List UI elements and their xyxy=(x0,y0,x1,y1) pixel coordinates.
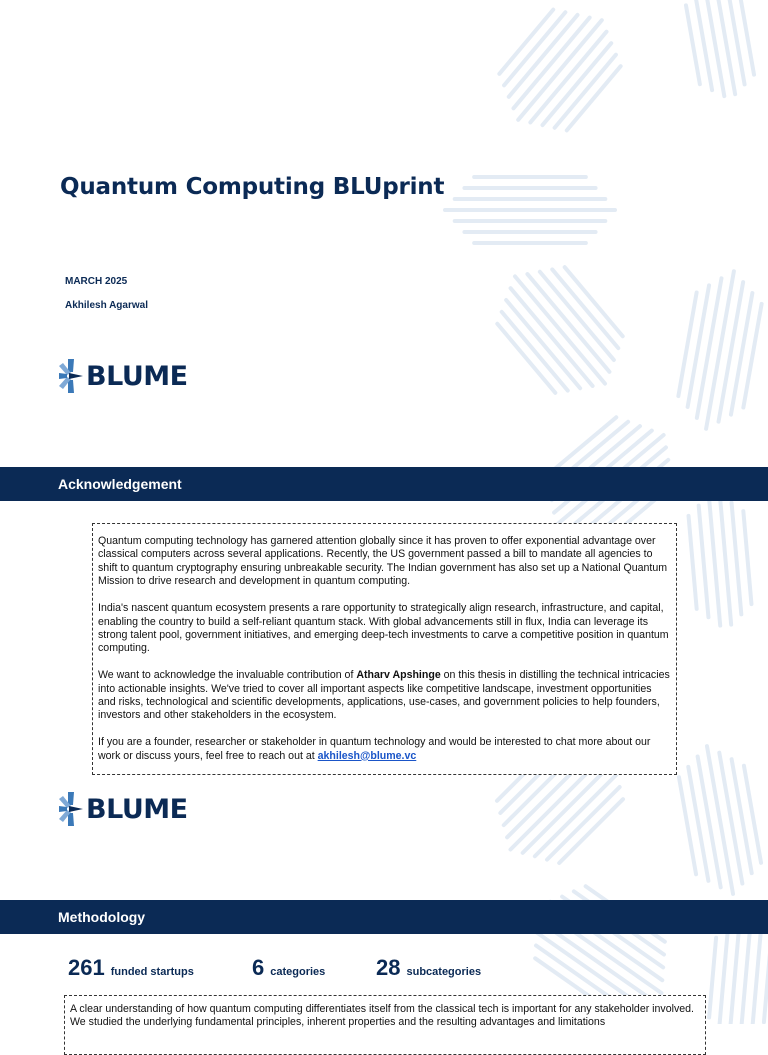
pattern-stripe-cluster xyxy=(708,922,768,1024)
report-date: MARCH 2025 xyxy=(65,276,128,287)
pattern-stripe-cluster xyxy=(683,0,757,100)
stat-categories xyxy=(252,955,325,981)
contributor-name: Atharv Apshinge xyxy=(356,669,441,682)
pattern-stripe-cluster xyxy=(674,265,767,434)
pattern-stripe xyxy=(688,285,709,407)
page-title: Quantum Computing BLUprint xyxy=(60,174,445,200)
pattern-stripe xyxy=(506,300,580,388)
contact-email-link[interactable]: akhilesh@blume.vc xyxy=(317,749,417,762)
pattern-stripe xyxy=(709,938,716,1018)
acknowledgement-paragraph-4 xyxy=(98,736,671,763)
stat-subcategories xyxy=(376,955,481,981)
ack-p4-start: If you are a founder, researcher or stakeholder in quantum technology and would be interested to chat more about our work or discuss yours, feel free to reach out at xyxy=(98,736,651,762)
methodology-text: A clear understanding of how quantum computing differentiates itself from the classical tech is important for any stakeholder involved. We studied the underlying fundamental principles, inherent properties and the resulting advantages and limitations xyxy=(70,1003,694,1029)
stat-value: 6 xyxy=(252,955,265,980)
pattern-stripe xyxy=(719,282,744,422)
stat-label: subcategories xyxy=(406,966,482,978)
pattern-stripe xyxy=(509,15,578,97)
stat-value: 261 xyxy=(68,955,105,980)
pattern-stripe xyxy=(719,753,742,884)
pattern-stripe xyxy=(567,66,621,130)
pattern-stripe xyxy=(689,516,697,609)
pattern-stripe xyxy=(743,511,751,604)
pattern-stripe xyxy=(552,269,618,348)
pattern-stripe xyxy=(707,746,733,894)
pattern-stripe-cluster xyxy=(445,177,615,243)
pattern-stripe xyxy=(540,272,614,360)
pattern-stripe xyxy=(709,495,720,625)
blume-logo-icon xyxy=(58,790,84,828)
stat-value: 28 xyxy=(376,955,401,980)
pattern-stripe xyxy=(542,43,611,125)
pattern-stripe xyxy=(752,934,760,1024)
pattern-stripe xyxy=(499,10,553,74)
pattern-stripe xyxy=(719,931,727,1024)
methodology-heading: Methodology xyxy=(0,900,768,934)
ack-p3-end: on this thesis in distilling the technical intricacies into actionable insights. We've tried to cover all important aspects like competitive landscape, investment opportunities and risks, technological and scientific developments, applications, use-cases, and government policies to help founders, investors and other stakeholders in the ecosystem. xyxy=(98,669,670,722)
pattern-stripe xyxy=(698,756,721,887)
acknowledgement-paragraph-3 xyxy=(98,669,671,723)
pattern-stripe-cluster xyxy=(674,740,765,899)
stat-label: funded startups xyxy=(110,966,194,978)
methodology-stats xyxy=(68,955,668,985)
stat-funded-startups xyxy=(68,955,194,981)
blume-logo-text: BLUME xyxy=(86,360,188,392)
pattern-stripe xyxy=(547,787,620,860)
pattern-stripe xyxy=(720,494,731,624)
pattern-stripe-cluster xyxy=(687,493,753,628)
pattern-stripe xyxy=(688,767,708,881)
pattern-stripe xyxy=(699,506,709,618)
acknowledgement-heading: Acknowledgement xyxy=(0,467,768,501)
blume-logo xyxy=(58,357,188,395)
pattern-stripe xyxy=(515,276,605,383)
ack-p3-start: We want to acknowledge the invaluable contribution of xyxy=(98,669,357,682)
blume-logo-icon xyxy=(58,357,84,395)
pattern-stripe xyxy=(731,293,752,415)
pattern-stripe xyxy=(764,943,768,1023)
pattern-stripe xyxy=(741,925,751,1024)
pattern-stripe xyxy=(502,312,568,391)
pattern-stripe xyxy=(697,278,722,418)
acknowledgement-paragraph-2: India's nascent quantum ecosystem presents a rare opportunity to strategically align research, infrastructure, and capital, enabling the country to build a self-reliant quantum stack. With global advancements still in flux, India can leverage its strong talent pool, government initiatives, and emerging deep-tech investments to carve a competitive position in quantum computing. xyxy=(98,602,669,655)
acknowledgement-paragraph-1: Quantum computing technology has garnered attention globally since it has proven to offer exponential advantage over classical computers across several applications. Recently, the US government passed a bill to mandate all agencies to shift to quantum cryptography ensuring unbreakable security. The Indian government has also set up a National Quantum Mission to drive research and development in quantum computing. xyxy=(98,535,668,588)
author-name: Akhilesh Agarwal xyxy=(65,300,148,311)
stat-label: categories xyxy=(270,966,326,978)
acknowledgement-box xyxy=(92,523,677,775)
pattern-stripe xyxy=(730,924,740,1024)
pattern-stripe-cluster xyxy=(481,248,638,412)
methodology-box xyxy=(64,995,706,1055)
blume-logo xyxy=(58,790,188,828)
blume-logo-text: BLUME xyxy=(86,793,188,825)
pattern-stripe-cluster xyxy=(485,0,636,148)
pattern-stripe xyxy=(732,503,742,615)
pattern-stripe xyxy=(732,759,752,873)
